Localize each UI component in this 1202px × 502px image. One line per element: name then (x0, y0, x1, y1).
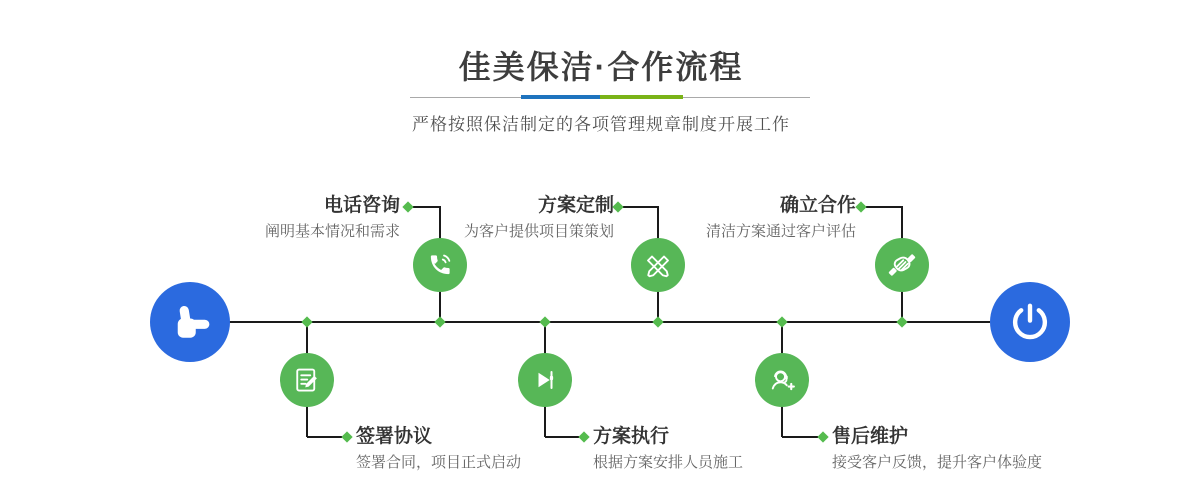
timeline-main-line (228, 321, 990, 323)
step-desc: 签署合同，项目正式启动 (356, 454, 522, 471)
timeline-diamond-5 (776, 316, 787, 327)
title-divider (410, 96, 810, 100)
power-icon (1008, 300, 1052, 344)
step-title: 方案执行 (593, 426, 670, 447)
node-establish-cooperation (875, 238, 929, 292)
timeline-diamond-6 (896, 316, 907, 327)
step-phone-consult (210, 195, 400, 241)
step-desc: 接受客户反馈，提升客户体验度 (832, 454, 1043, 471)
step-establish-cooperation (666, 195, 856, 241)
connector-top-3-horizontal (866, 206, 902, 208)
crossed-pencils-icon (643, 250, 673, 280)
connector-bottom-1-horizontal (307, 436, 342, 438)
handshake-icon (887, 250, 917, 280)
step-desc: 为客户提供项目策策划 (463, 223, 614, 240)
step-plan-custom (424, 195, 614, 241)
timeline-diamond-4 (652, 316, 663, 327)
node-plan-execute (518, 353, 572, 407)
divider-green-segment (600, 95, 683, 99)
play-slider-icon (530, 365, 560, 395)
step-title: 电话咨询 (323, 195, 400, 216)
page-title: 佳美保洁·合作流程 (458, 49, 744, 85)
start-node (150, 282, 230, 362)
step-desc: 清洁方案通过客户评估 (705, 223, 856, 240)
step-sign-agreement (356, 426, 606, 472)
step-after-sales (832, 426, 1082, 472)
connector-top-2-horizontal (623, 206, 658, 208)
end-node (990, 282, 1070, 362)
node-phone-consult (413, 238, 467, 292)
contract-pen-icon (292, 365, 322, 395)
timeline-diamond-1 (301, 316, 312, 327)
step-desc: 根据方案安排人员施工 (593, 454, 744, 471)
node-after-sales (755, 353, 809, 407)
label-diamond-plan (612, 201, 623, 212)
customer-service-icon (767, 365, 797, 395)
label-diamond-cooperation (855, 201, 866, 212)
label-diamond-agreement (341, 431, 352, 442)
page-subtitle: 严格按照保洁制定的各项管理规章制度开展工作 (412, 115, 790, 134)
node-sign-agreement (280, 353, 334, 407)
timeline-diamond-2 (434, 316, 445, 327)
step-title: 签署协议 (356, 426, 433, 447)
step-desc: 阐明基本情况和需求 (264, 223, 400, 240)
label-diamond-phone (402, 201, 413, 212)
step-plan-execute (593, 426, 843, 472)
phone-icon (425, 250, 455, 280)
timeline-diamond-3 (539, 316, 550, 327)
pointing-hand-icon (167, 299, 213, 345)
step-title: 确立合作 (779, 195, 856, 216)
divider-blue-segment (521, 95, 600, 99)
step-title: 售后维护 (832, 426, 909, 447)
node-plan-custom (631, 238, 685, 292)
step-title: 方案定制 (537, 195, 614, 216)
